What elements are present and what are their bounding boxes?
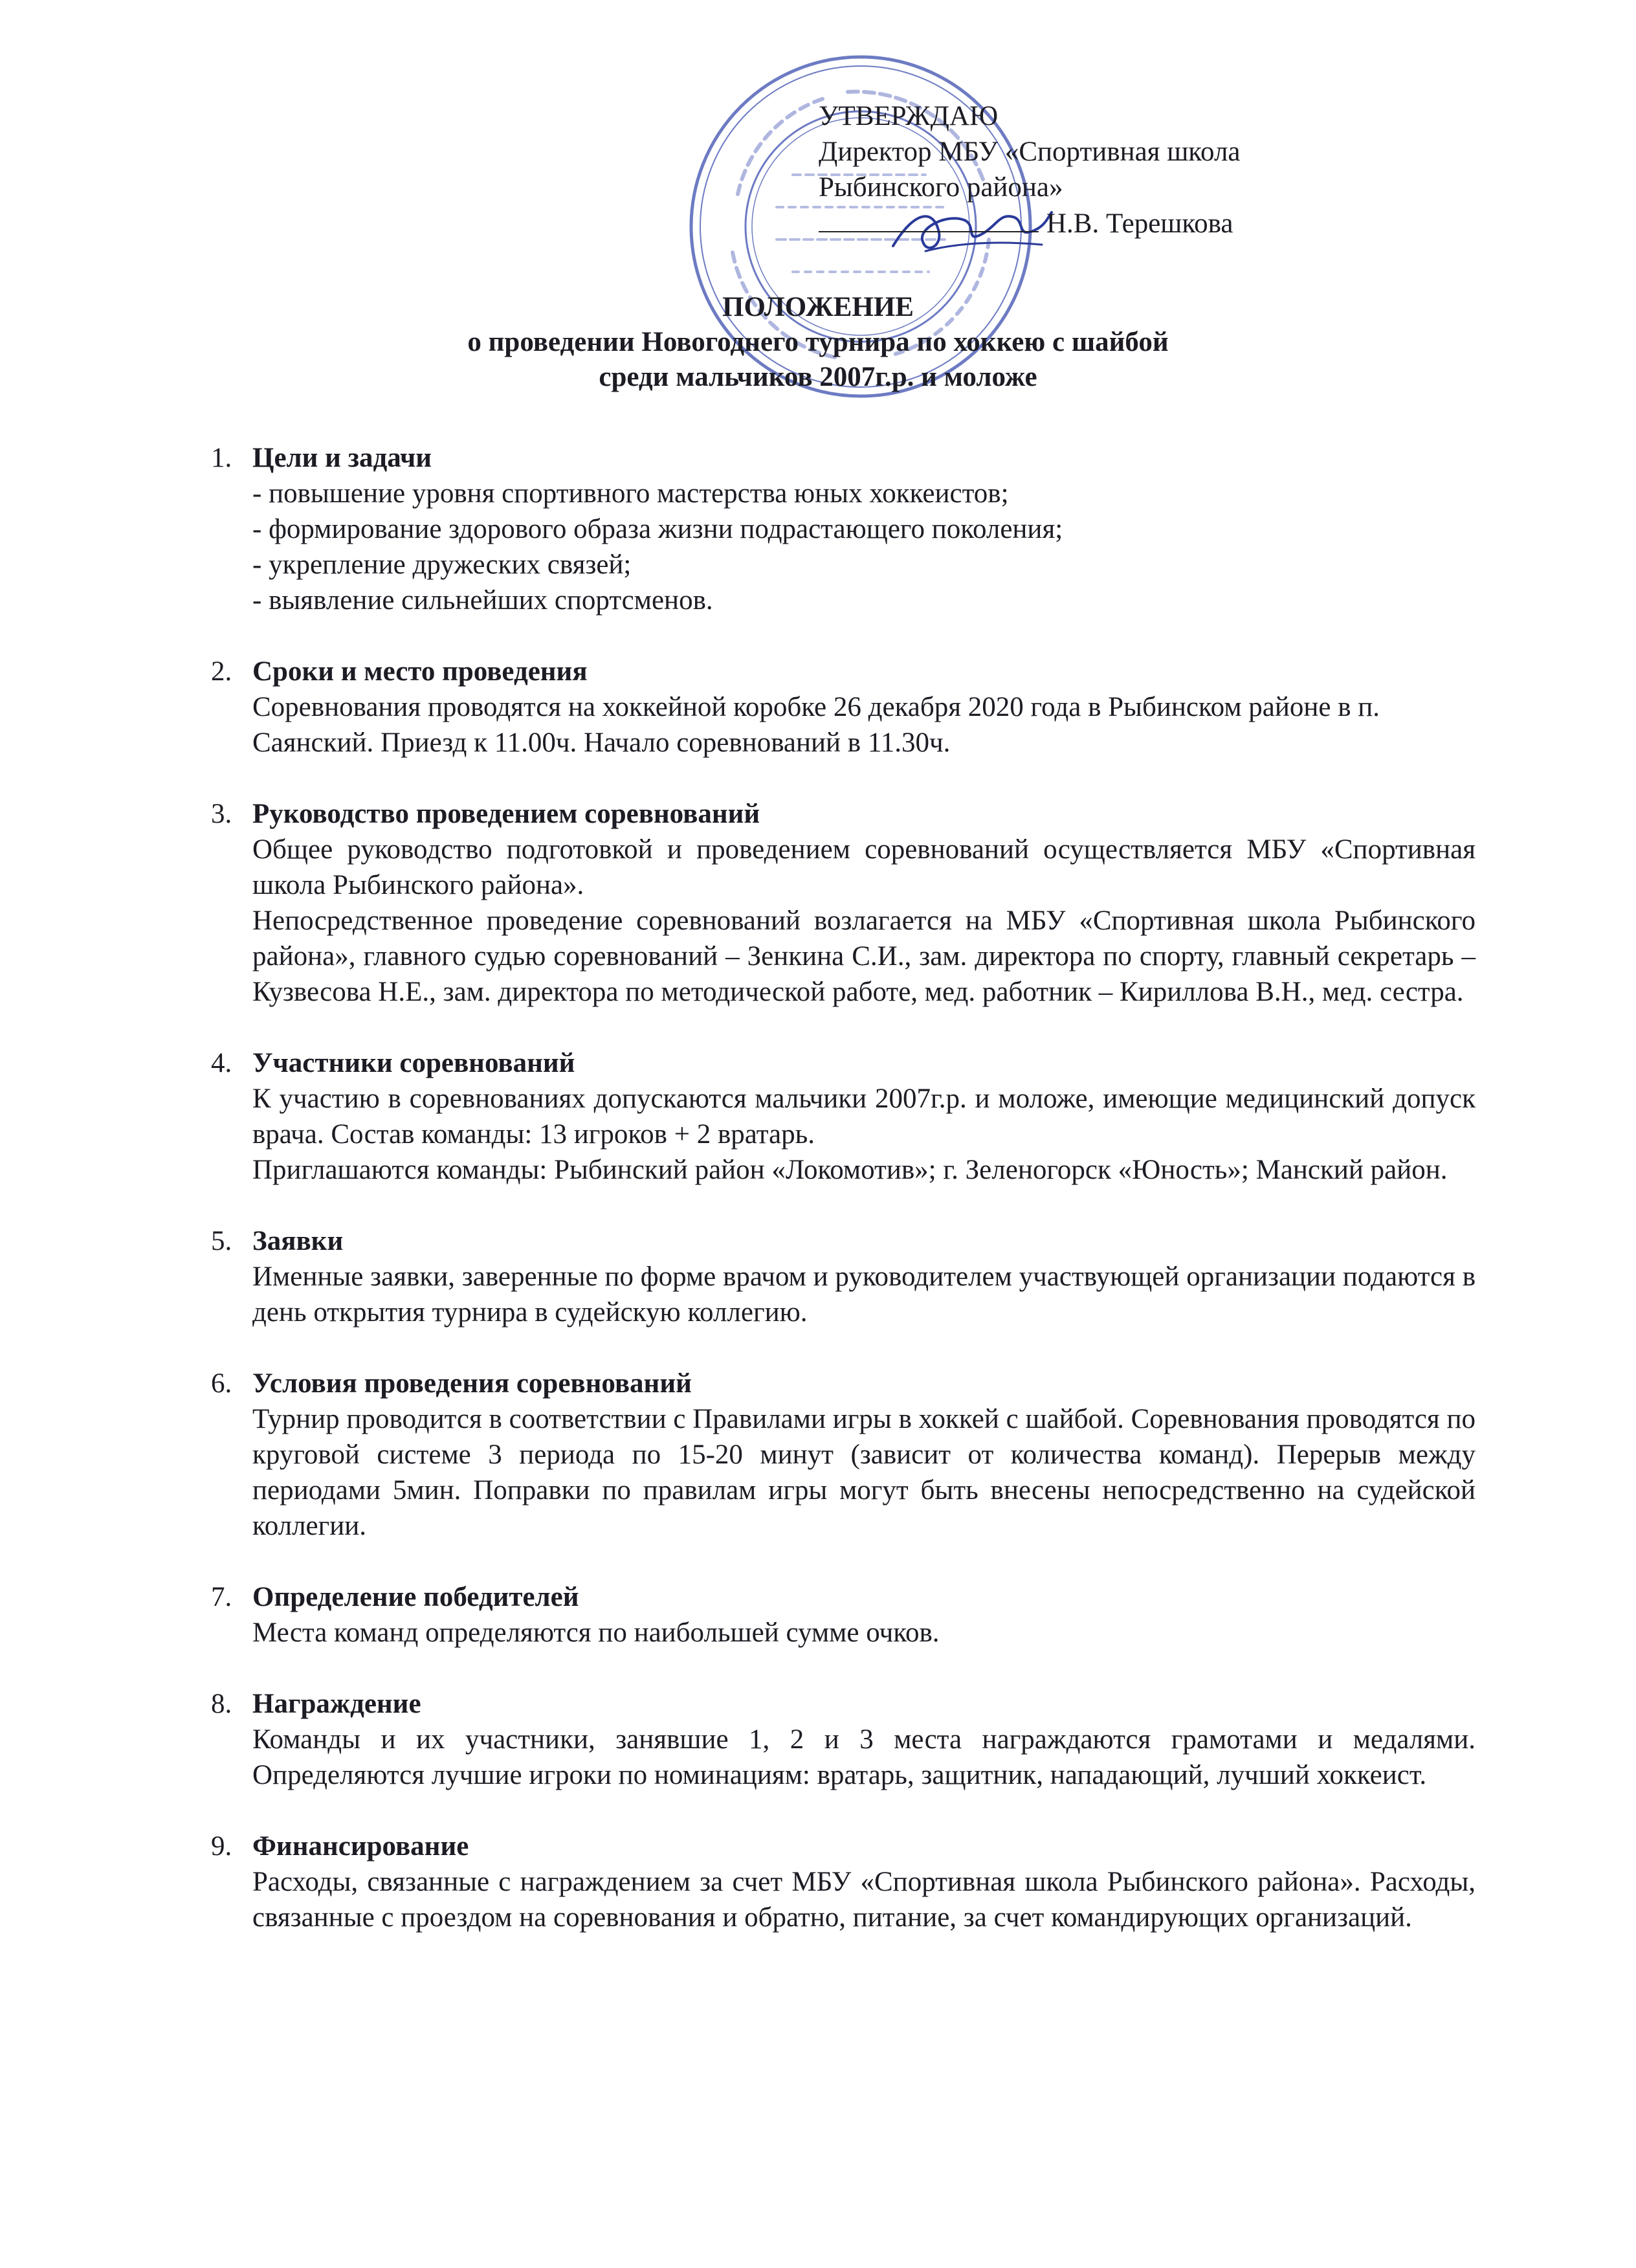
section-heading: Цели и задачи bbox=[252, 443, 432, 473]
section-conditions bbox=[211, 1366, 1476, 1544]
title-line2: среди мальчиков 2007г.р. и моложе bbox=[599, 362, 1037, 392]
section-heading: Руководство проведением соревнований bbox=[252, 799, 760, 829]
section-heading: Заявки bbox=[252, 1226, 344, 1256]
section-paragraph: Приглашаются команды: Рыбинский район «Локомотив»; г. Зеленогорск «Юность»; Манский район. bbox=[252, 1155, 1448, 1185]
signature-line bbox=[819, 205, 1039, 232]
section-paragraph: Места команд определяются по наибольшей сумме очков. bbox=[252, 1618, 940, 1648]
section-number: 5. bbox=[211, 1226, 232, 1256]
approver-position-line1: Директор МБУ «Спортивная школа bbox=[819, 137, 1241, 167]
section-paragraph: Турнир проводится в соответствии с Правилами игры в хоккей с шайбой. Соревнования проводятся по круговой системе 3 периода по 15-20 минут (зависит от количества команд). Перерыв между периодами 5мин. Поправки по правилам игры могут быть внесены непосредственно на судейской коллегии. bbox=[252, 1404, 1476, 1541]
title-heading: ПОЛОЖЕНИЕ bbox=[722, 292, 914, 322]
section-number: 2. bbox=[211, 656, 232, 687]
section-paragraph: Именные заявки, заверенные по форме врачом и руководителем участвующей организации подаются в день открытия турнира в судейскую коллегию. bbox=[252, 1262, 1476, 1328]
section-paragraph: Расходы, связанные с награждением за счет МБУ «Спортивная школа Рыбинского района». Расходы, связанные с проездом на соревнования и обратно, питание, за счет командирующих организаций. bbox=[252, 1867, 1476, 1933]
section-paragraph: Общее руководство подготовкой и проведением соревнований осуществляется МБУ «Спортивная школа Рыбинского района». bbox=[252, 834, 1476, 900]
approval-block bbox=[819, 98, 1375, 241]
section-paragraph: К участию в соревнованиях допускаются мальчики 2007г.р. и моложе, имеющие медицинский допуск врача. Состав команды: 13 игроков + 2 вратарь. bbox=[252, 1084, 1476, 1150]
section-applications bbox=[211, 1223, 1476, 1330]
section-paragraph: Соревнования проводятся на хоккейной коробке 26 декабря 2020 года в Рыбинском районе в п. Саянский. Приезд к 11.00ч. Начало соревнований в 11.30ч. bbox=[252, 692, 1380, 758]
title-line1: о проведении Новогоднего турнира по хоккею с шайбой bbox=[467, 327, 1169, 357]
section-number: 6. bbox=[211, 1368, 232, 1399]
list-item: - выявление сильнейших спортсменов. bbox=[252, 585, 713, 616]
section-number: 4. bbox=[211, 1048, 232, 1078]
section-paragraph: Непосредственное проведение соревнований возлагается на МБУ «Спортивная школа Рыбинского района», главного судью соревнований – Зенкина С.И., зам. директора по спорту, главный секретарь – Кузвесова Н.Е., зам. директора по методической работе, мед. работник – Кириллова В.Н., мед. сестра. bbox=[252, 906, 1476, 1007]
section-heading: Сроки и место проведения bbox=[252, 656, 588, 687]
list-item: - повышение уровня спортивного мастерства юных хоккеистов; bbox=[252, 478, 1009, 509]
document-title bbox=[0, 290, 1636, 395]
section-heading: Финансирование bbox=[252, 1831, 469, 1862]
approve-word: УТВЕРЖДАЮ bbox=[819, 101, 999, 131]
section-financing bbox=[211, 1829, 1476, 1935]
section-dates-place bbox=[211, 654, 1476, 761]
section-heading: Награждение bbox=[252, 1689, 421, 1719]
approver-position-line2: Рыбинского района» bbox=[819, 172, 1063, 203]
section-number: 8. bbox=[211, 1689, 232, 1719]
list-item: - формирование здорового образа жизни подрастающего поколения; bbox=[252, 514, 1063, 544]
section-management bbox=[211, 796, 1476, 1010]
sections-list bbox=[211, 440, 1476, 1971]
section-heading: Определение победителей bbox=[252, 1582, 579, 1612]
signature-row bbox=[819, 205, 1375, 241]
section-heading: Условия проведения соревнований bbox=[252, 1368, 692, 1399]
section-number: 9. bbox=[211, 1831, 232, 1862]
section-number: 1. bbox=[211, 443, 232, 473]
signatory-name: Н.В. Терешкова bbox=[1046, 208, 1233, 239]
section-awards bbox=[211, 1686, 1476, 1793]
section-number: 7. bbox=[211, 1582, 232, 1612]
section-heading: Участники соревнований bbox=[252, 1048, 575, 1078]
section-participants bbox=[211, 1045, 1476, 1188]
section-paragraph: Команды и их участники, занявшие 1, 2 и 3 места награждаются грамотами и медалями. Определяются лучшие игроки по номинациям: вратарь, защитник, нападающий, лучший хоккеист. bbox=[252, 1724, 1476, 1790]
section-goals bbox=[211, 440, 1476, 618]
section-number: 3. bbox=[211, 799, 232, 829]
list-item: - укрепление дружеских связей; bbox=[252, 550, 632, 580]
section-winners bbox=[211, 1579, 1476, 1651]
